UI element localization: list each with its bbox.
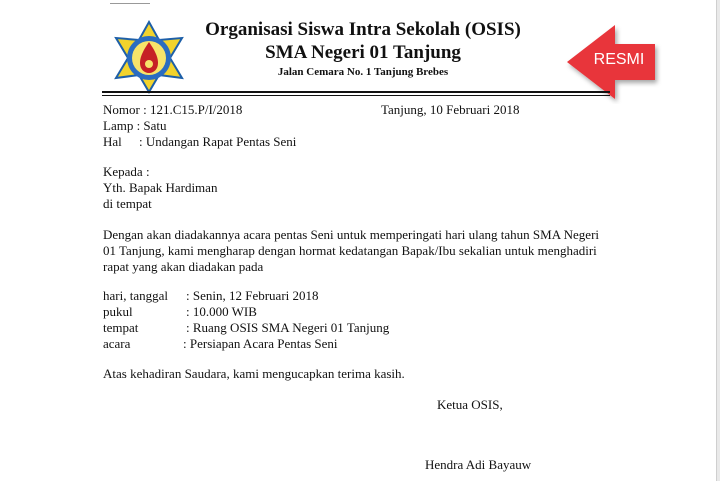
body-line-2: 01 Tanjung, kami mengharap dengan hormat kedatangan Bapak/Ibu sekalian untuk menghadiri <box>103 243 597 258</box>
detail-value: : Senin, 12 Februari 2018 <box>186 288 319 303</box>
school-address: Jalan Cemara No. 1 Tanjung Brebes <box>277 66 449 78</box>
letterhead <box>190 18 536 80</box>
closing-sentence: Atas kehadiran Saudara, kami mengucapkan terima kasih. <box>103 366 405 381</box>
detail-value: : Persiapan Acara Pentas Seni <box>183 336 338 351</box>
detail-value: : 10.000 WIB <box>186 304 257 319</box>
subject-line <box>103 134 323 150</box>
subject-value: : Undangan Rapat Pentas Seni <box>139 134 297 149</box>
recipient-heading: Kepada : <box>103 164 150 179</box>
detail-row <box>103 288 423 304</box>
detail-row <box>103 304 423 320</box>
school-name: SMA Negeri 01 Tanjung <box>265 42 461 63</box>
detail-key: acara <box>103 336 131 351</box>
attachment: Lamp : Satu <box>103 118 167 133</box>
detail-key: hari, tanggal <box>103 288 168 303</box>
body-line-3: rapat yang akan diadakan pada <box>103 259 264 274</box>
subject-key: Hal <box>103 134 122 149</box>
detail-key: pukul <box>103 304 133 319</box>
detail-row <box>103 320 423 336</box>
signature-name: Hendra Adi Bayauw <box>425 457 532 472</box>
resmi-badge-label: RESMI <box>593 51 645 68</box>
osis-logo-icon <box>112 20 186 94</box>
detail-value: : Ruang OSIS SMA Negeri 01 Tanjung <box>186 320 390 335</box>
signature-title: Ketua OSIS, <box>437 397 503 412</box>
body-line-1: Dengan akan diadakannya acara pentas Seni untuk memperingati hari ulang tahun SMA Negeri <box>103 227 600 242</box>
detail-row <box>103 336 423 352</box>
letterhead-rule-thin <box>102 95 610 96</box>
detail-key: tempat <box>103 320 139 335</box>
place-and-date: Tanjung, 10 Februari 2018 <box>381 102 520 117</box>
page-edge-mark <box>110 0 150 4</box>
letterhead-rule-thick <box>102 91 610 93</box>
organization-name: Organisasi Siswa Intra Sekolah (OSIS) <box>205 19 521 40</box>
recipient-name: Yth. Bapak Hardiman <box>103 180 218 195</box>
recipient-location: di tempat <box>103 196 152 211</box>
letter-number: Nomor : 121.C15.P/I/2018 <box>103 102 243 117</box>
